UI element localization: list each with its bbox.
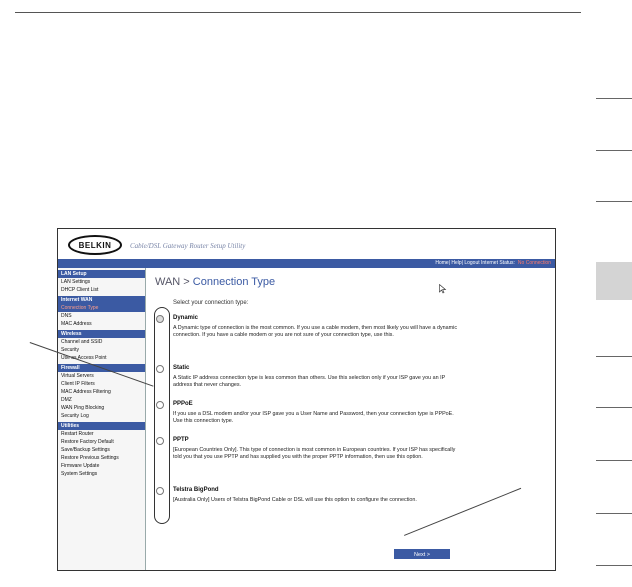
radio-buttons-callout-oval: [154, 307, 170, 524]
page-title-text: Connection Type: [192, 276, 276, 288]
section-tab-active: [596, 262, 632, 300]
section-tab-2: [596, 150, 632, 151]
sidebar-item[interactable]: Client IP Filters: [61, 381, 95, 387]
option-label: Static: [173, 365, 190, 371]
header-links[interactable]: [435, 260, 551, 266]
sidebar-item[interactable]: DNS: [61, 313, 72, 319]
option-label: PPTP: [173, 437, 189, 443]
sidebar-group-header: Wireless: [58, 330, 145, 338]
sidebar-nav: [58, 268, 146, 570]
sidebar-item[interactable]: Restart Router: [61, 431, 94, 437]
section-tab-8: [596, 513, 632, 514]
header-links-text[interactable]: Home| Help| Logout Internet Status:: [435, 260, 515, 266]
connection-type-prompt: Select your connection type:: [173, 300, 249, 306]
sidebar-item[interactable]: Firmware Update: [61, 463, 100, 469]
sidebar-item[interactable]: Save/Backup Settings: [61, 447, 110, 453]
sidebar-group-header: Firewall: [58, 364, 145, 372]
sidebar-item[interactable]: Channel and SSID: [61, 339, 103, 345]
sidebar-item[interactable]: Connection Type: [58, 304, 145, 312]
sidebar-item[interactable]: Use as Access Point: [61, 355, 107, 361]
internet-status-value: No Connection: [517, 260, 551, 266]
belkin-logo: BELKIN: [68, 235, 122, 255]
sidebar-item[interactable]: Security: [61, 347, 80, 353]
next-button[interactable]: Next >: [394, 549, 450, 559]
sidebar-item[interactable]: MAC Address: [61, 321, 92, 327]
section-tab-7: [596, 460, 632, 461]
sidebar-group-header: Internet WAN: [58, 296, 145, 304]
page-top-rule: [15, 12, 581, 13]
option-label: PPPoE: [173, 401, 193, 407]
option-label: Dynamic: [173, 315, 199, 321]
sidebar-item[interactable]: WAN Ping Blocking: [61, 405, 105, 411]
sidebar-item[interactable]: Restore Previous Settings: [61, 455, 119, 461]
option-description: If you use a DSL modem and/or your ISP gave you a User Name and Password, then your connection type is PPPoE. Use this connection type.: [173, 411, 454, 424]
section-tab-1: [596, 98, 632, 99]
sidebar-item[interactable]: DMZ: [61, 397, 72, 403]
sidebar-item[interactable]: Restore Factory Default: [61, 439, 114, 445]
sidebar-group-header: LAN Setup: [58, 270, 145, 278]
sidebar-item[interactable]: Virtual Servers: [61, 373, 94, 379]
page-title: [155, 276, 275, 288]
sidebar-item[interactable]: DHCP Client List: [61, 287, 99, 293]
option-description: A Dynamic type of connection is the most common. If you use a cable modem, then most likely you will have a dynamic connection. If you have a cable modem or you are not sure of your connection type, use this.: [173, 325, 458, 338]
option-description: [Australia Only] Users of Telstra BigPond Cable or DSL will use this option to configure the connection.: [173, 497, 417, 503]
sidebar-item[interactable]: MAC Address Filtering: [61, 389, 111, 395]
main-content: [146, 268, 555, 570]
section-tab-3: [596, 201, 632, 202]
sidebar-group-header: Utilities: [58, 422, 145, 430]
section-tab-5: [596, 356, 632, 357]
status-bar: [58, 259, 555, 268]
option-description: [European Countries Only]. This type of connection is most common in European countries. If your ISP has specifically told you that you use PPTP and has supplied you with the proper PPTP information, then use this option.: [173, 447, 456, 460]
section-tab-9: [596, 565, 632, 566]
header: [58, 229, 555, 259]
router-utility-window: [57, 228, 556, 571]
cursor-icon: [439, 284, 447, 294]
sidebar-item[interactable]: System Settings: [61, 471, 98, 477]
sidebar-item[interactable]: LAN Settings: [61, 279, 91, 285]
option-label: Telstra BigPond: [173, 487, 219, 493]
section-tab-6: [596, 407, 632, 408]
option-description: A Static IP address connection type is less common than others. Use this selection only if your ISP gave you an IP address that never changes.: [173, 375, 446, 388]
page-title-prefix: WAN >: [155, 276, 193, 288]
sidebar-item[interactable]: Security Log: [61, 413, 89, 419]
utility-title: Cable/DSL Gateway Router Setup Utility: [130, 242, 246, 250]
